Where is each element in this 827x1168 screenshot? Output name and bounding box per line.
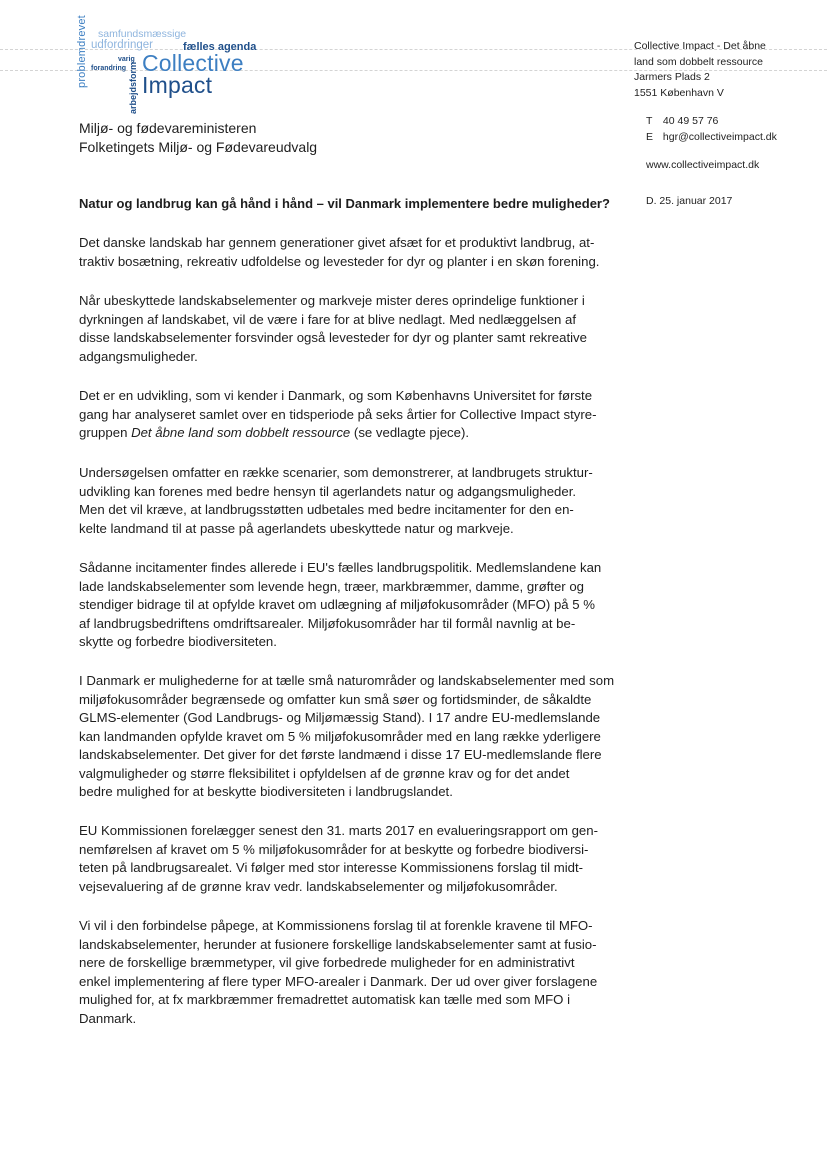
collective-impact-logo — [78, 16, 278, 116]
text-run: gruppen — [79, 425, 132, 440]
paragraph-4 — [79, 464, 593, 538]
text-line: Sådanne incitamenter findes allerede i EU's fælles landbrugspolitik. Medlemslandene kan — [79, 560, 602, 575]
recipient-line: Miljø- og fødevareministeren — [79, 120, 257, 136]
text-line: Men det vil kræve, at landbrugsstøtten udbetales med bedre incitamenter for den en- — [79, 502, 574, 517]
email-label: E — [646, 131, 654, 143]
text-line: mulighed for, at fx markbræmmer fremadrettet automatisk kan tælle med som MFO i — [79, 992, 571, 1007]
email-row — [646, 129, 777, 145]
paragraph-3 — [79, 387, 596, 443]
text-line: traktiv bosætning, rekreativ udfoldelse og levesteder for dyr og planter i en skøn forening. — [79, 253, 600, 269]
text-line: kan landmanden opfylde kravet om 5 % miljøfokusområder med en lang række yderligere — [79, 728, 601, 744]
text-line — [79, 424, 596, 443]
text-line: nere de forskellige bræmmetyper, vil give forbedrede muligheder for en administrativt — [79, 955, 575, 970]
logo-word-arbejdsform: arbejdsform — [128, 61, 138, 114]
website: www.collectiveimpact.dk — [646, 159, 760, 171]
paragraph-5 — [79, 559, 601, 652]
letter-subject: Natur og landbrug kan gå hånd i hånd – vil Danmark implementere bedre muligheder? — [79, 196, 610, 211]
text-line: dyrkningen af landskabet, vil de være i fare for at blive nedlagt. Med nedlæggelsen af — [79, 311, 577, 327]
recipient-line: Folketingets Miljø- og Fødevareudvalg — [79, 139, 318, 155]
text-line: landskabselementer, herunder at fusionere forskellige landskabselementer samt at fusio- — [79, 936, 597, 952]
text-line: adgangsmuligheder. — [79, 348, 198, 364]
text-line: lade landskabselementer som levende hegn, træer, markbræmmer, damme, grøfter og — [79, 578, 585, 594]
phone-number: 40 49 57 76 — [662, 115, 719, 127]
sender-contact — [646, 113, 777, 145]
logo-word-impact: Impact — [142, 72, 213, 98]
text-line: GLMS-elementer (God Landbrugs- og Miljømæssig Stand). I 17 andre EU-medlemslande — [79, 710, 601, 725]
text-line: EU Kommissionen forelægger senest den 31. marts 2017 en evalueringsrapport om gen- — [79, 823, 598, 838]
logo-word-forandring: forandring — [91, 65, 126, 72]
paragraph-7 — [79, 822, 598, 896]
sender-line: Jarmers Plads 2 — [634, 71, 710, 83]
sender-line: 1551 København V — [634, 86, 724, 99]
paragraph-6 — [79, 672, 614, 802]
sender-address — [634, 39, 766, 101]
text-line: teten på landbrugsarealet. Vi følger med stor interesse Kommissionens forslag til midt- — [79, 860, 584, 875]
text-line: gang har analyseret samlet over en tidsperiode på seks årtier for Collective Impact styre- — [79, 406, 597, 422]
logo-word-faelles-agenda: fælles agenda — [183, 41, 257, 53]
phone-label: T — [646, 115, 653, 127]
text-run: (se vedlagte pjece). — [350, 425, 470, 440]
paragraph-2 — [79, 292, 587, 366]
logo-word-samfundsmaessige: samfundsmæssige — [98, 28, 187, 40]
logo-word-problemdrevet: problemdrevet — [76, 15, 88, 88]
letter-date: D. 25. januar 2017 — [646, 195, 733, 207]
phone-row — [646, 113, 777, 129]
text-line: kelte landmand til at passe på agerlandets ubeskyttede natur og markveje. — [79, 520, 514, 536]
text-line: Når ubeskyttede landskabselementer og markveje mister deres oprindelige funktioner i — [79, 293, 585, 308]
text-line: Vi vil i den forbindelse påpege, at Kommissionens forslag til at forenkle kravene til MFO- — [79, 918, 593, 933]
recipient-block — [79, 119, 317, 157]
text-line: af landbrugsbedriftens omdriftsarealer. Miljøfokusområder har til formål navnlig at be- — [79, 615, 576, 631]
publication-title: Det åbne land som dobbelt ressource — [131, 425, 351, 440]
text-line: Det er en udvikling, som vi kender i Danmark, og som Københavns Universitet for første — [79, 388, 593, 403]
logo-word-collective: Collective — [142, 50, 244, 76]
logo-word-udfordringer: udfordringer — [91, 39, 154, 51]
text-line: bedre mulighed for at beskytte biodiversiteten i landbrugslandet. — [79, 784, 453, 799]
text-line: disse landskabselementer forsvinder også levesteder for dyr og planter samt rekreative — [79, 330, 587, 345]
logo-word-varig: varig — [118, 56, 135, 63]
text-line: skytte og forbedre biodiversiteten. — [79, 634, 277, 649]
email-address: hgr@collectiveimpact.dk — [662, 131, 777, 143]
text-line: I Danmark er mulighederne for at tælle små naturområder og landskabselementer med som — [79, 673, 615, 688]
text-line: vejsevaluering af de grønne krav vedr. landskabselementer og miljøfokusområder. — [79, 878, 558, 894]
text-line: Undersøgelsen omfatter en række scenarier, som demonstrerer, at landbrugets struktur- — [79, 465, 593, 480]
text-line: miljøfokusområder begrænsede og omfatter kun små søer og fortidsminder, de såkaldte — [79, 691, 592, 707]
sender-line: Collective Impact - Det åbne — [634, 40, 766, 52]
text-line: valgmuligheder og større fleksibilitet i opfyldelsen af de grønne krav og for det andet — [79, 765, 570, 781]
text-line: stendiger bidrage til at opfylde kravet om udlægning af miljøfokusområder (MFO) på 5 % — [79, 597, 596, 612]
text-line: landskabselementer. Det giver for det første landmænd i disse 17 EU-medlemslande flere — [79, 747, 602, 762]
text-line: udvikling kan forenes med bedre hensyn til agerlandets natur og adgangsmuligheder. — [79, 483, 577, 499]
paragraph-1 — [79, 234, 599, 271]
text-line: Det danske landskab har gennem generationer givet afsæt for et produktivt landbrug, at- — [79, 235, 595, 250]
text-line: nemførelsen af kravet om 5 % miljøfokusområder for at beskytte og forbedre biodiversi- — [79, 841, 589, 857]
text-line: enkel implementering af flere typer MFO-arealer i Danmark. Der ud over giver forslagene — [79, 973, 598, 989]
paragraph-8 — [79, 917, 597, 1028]
text-line: Danmark. — [79, 1010, 137, 1026]
sender-line: land som dobbelt ressource — [634, 55, 763, 68]
